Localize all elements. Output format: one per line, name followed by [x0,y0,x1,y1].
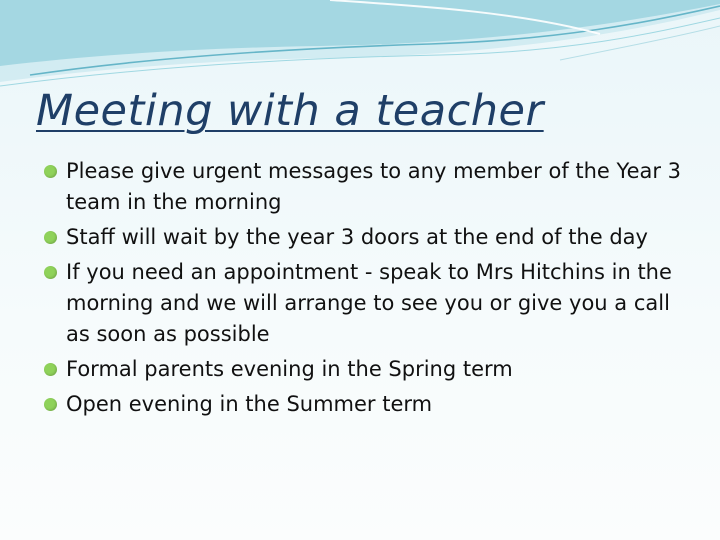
header-wave-decoration [0,0,720,100]
bullet-list [44,156,694,424]
slide-title-text: Meeting with a teacher [36,86,544,136]
bullet-item: Staff will wait by the year 3 doors at the end of the day [44,222,694,253]
bullet-item: Formal parents evening in the Spring term [44,354,694,385]
bullet-item: Open evening in the Summer term [44,389,694,420]
bullet-item: Please give urgent messages to any member of the Year 3 team in the morning [44,156,694,218]
slide-title [36,86,544,138]
bullet-item: If you need an appointment - speak to Mrs Hitchins in the morning and we will arrange to see you or give you a call as soon as possible [44,257,694,350]
